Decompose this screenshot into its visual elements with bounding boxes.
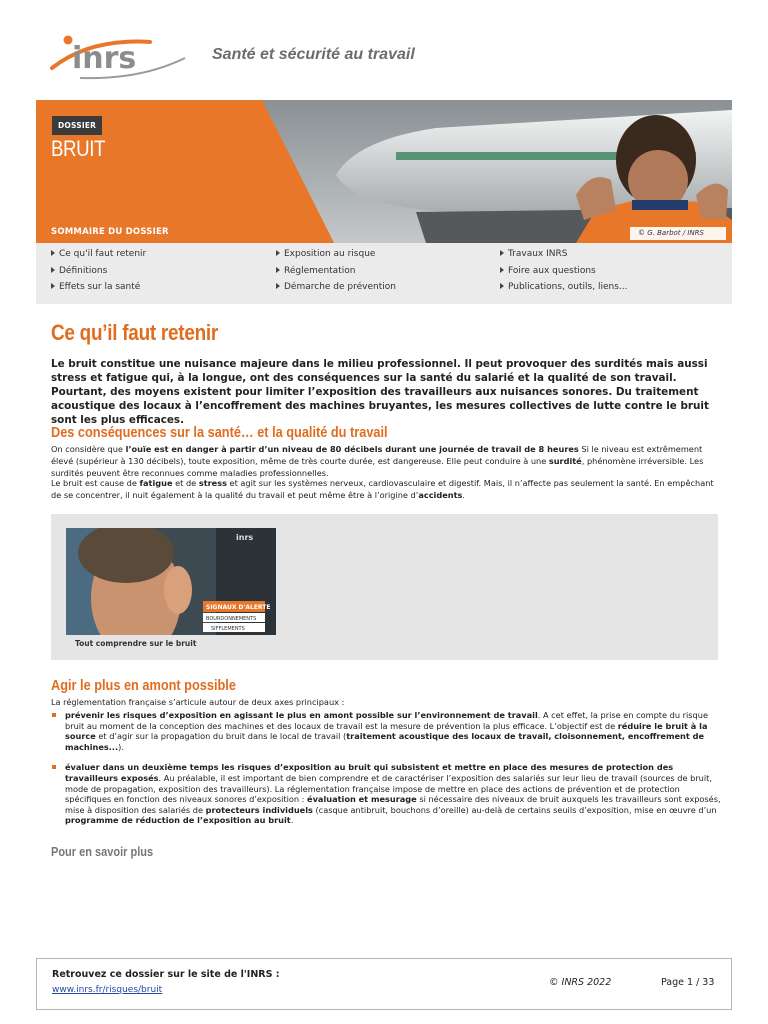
intro-paragraph: Le bruit constitue une nuisance majeure dans le milieu professionnel. Il peut provoquer des surdités mais aussi stress et fatigue qui, à la longue, ont des conséquences sur la santé du salarié et la qualité de son travail. Pourtant, des moyens existent pour limiter l’exposition des travailleurs aux nuisances sonores. Du traitement acoustique des locaux à l’encoffrement des machines bruyantes, les mesures collectives de lutte contre le bruit sont les plus efficaces.	[51, 358, 709, 426]
sommaire-nav	[36, 243, 732, 304]
nav-item-label: Démarche de prévention	[284, 282, 396, 292]
nav-item-label: Travaux INRS	[508, 249, 568, 259]
video-box	[51, 514, 718, 660]
bullet-square-icon	[52, 765, 56, 769]
nav-item-prevention[interactable]	[276, 282, 396, 299]
video-overlay-title: SIGNAUX D'ALERTE	[206, 604, 271, 611]
nav-item-effets-sante[interactable]	[51, 282, 146, 299]
list-item: prévenir les risques d’exposition en agissant le plus en amont possible sur l’environnement de travail. A cet effet, la prise en compte du risque bruit au moment de la conception des machines et des locaux de travail est la mesure de prévention la plus efficace. L’objectif est de réduire le bruit à la source et d’agir sur la propagation du bruit dans le local de travail (traitement acoustique des locaux de travail, cloisonnement, encoffrement de machines...).	[51, 710, 721, 752]
video-thumbnail[interactable]	[66, 528, 276, 635]
agir-lead: La réglementation française s’articule autour de deux axes principaux :	[51, 697, 345, 707]
nav-column-3	[500, 249, 627, 299]
list-item: évaluer dans un deuxième temps les risques d’exposition au bruit qui subsistent et mettre en place des mesures de protection des travailleurs exposés. Au préalable, il est important de bien comprendre et de caractériser l’exposition des salariés sur leur lieu de travail (sources de bruit, mode de propagation, exposition des travailleurs). La réglementation française impose de mettre en place des actions de prévention et de protection spécifiques en fonction des niveaux sonores d’exposition : évaluation et mesurage si nécessaire des niveaux de bruit auxquels les travailleurs sont exposés, mise à disposition des salariés de protecteurs individuels (casque antibruit, bouchons d’oreille) au-delà de certains seuils d’exposition, mise en œuvre d’un programme de réduction de l’exposition au bruit.	[51, 762, 721, 826]
page-footer	[36, 958, 732, 1010]
nav-item-label: Définitions	[59, 265, 108, 276]
video-caption: Tout comprendre sur le bruit	[75, 639, 197, 648]
caret-right-icon	[276, 267, 280, 273]
sante-paragraph-2: Le bruit est cause de fatigue et de stress et agit sur les systèmes nerveux, cardiovasculaire et digestif. Mais, il n’affecte pas seulement la santé. En empêchant de se concentrer, il nuit également à la qualité du travail et peut même être à l’origine d’accidents.	[51, 478, 714, 501]
sante-paragraph-1: On considère que l’ouïe est en danger à partir d’un niveau de 80 décibels durant une journée de travail de 8 heures Si le niveau est extrêmement élevé (supérieur à 130 décibels), toute exposition, même de très courte durée, est dangereuse. Elle peut conduire à une surdité, phénomène irréversible. Les surdités peuvent être reconnues comme maladies professionnelles.	[51, 444, 704, 479]
inrs-logo[interactable]	[50, 28, 190, 83]
nav-item-label: Foire aux questions	[508, 265, 596, 276]
caret-right-icon	[51, 267, 55, 273]
nav-item-publications[interactable]	[500, 282, 627, 299]
nav-item-exposition[interactable]	[276, 249, 396, 266]
nav-column-2	[276, 249, 396, 299]
section-heading-agir: Agir le plus en amont possible	[51, 677, 236, 694]
dossier-banner	[36, 100, 732, 243]
nav-item-label: Ce qu'il faut retenir	[59, 249, 147, 259]
video-still	[66, 528, 276, 635]
video-overlay-line2: SIFFLEMENTS	[211, 626, 245, 632]
section-heading-sante: Des conséquences sur la santé… et la qualité du travail	[51, 424, 388, 441]
nav-item-label: Effets sur la santé	[59, 282, 141, 292]
caret-right-icon	[500, 250, 504, 256]
caret-right-icon	[276, 250, 280, 256]
nav-column-1	[51, 249, 146, 299]
video-logo-text: inrs	[236, 533, 254, 542]
sommaire-label: SOMMAIRE DU DOSSIER	[51, 227, 169, 237]
nav-item-faq[interactable]	[500, 266, 627, 283]
nav-item-label: Publications, outils, liens...	[508, 282, 628, 292]
dossier-title: BRUIT	[51, 136, 105, 161]
page-title: Ce qu’il faut retenir	[51, 320, 218, 345]
nav-item-definitions[interactable]	[51, 266, 146, 283]
nav-item-label: Réglementation	[284, 265, 356, 276]
caret-right-icon	[51, 283, 55, 289]
footer-dossier-link[interactable]: www.inrs.fr/risques/bruit	[52, 985, 163, 995]
nav-item-label: Exposition au risque	[284, 249, 376, 259]
banner-photo	[36, 100, 732, 243]
nav-item-retenir[interactable]	[51, 249, 146, 266]
more-info-link[interactable]: Pour en savoir plus	[51, 845, 154, 859]
video-overlay-line1: BOURDONNEMENTS	[206, 616, 257, 622]
nav-item-travaux[interactable]	[500, 249, 627, 266]
caret-right-icon	[500, 283, 504, 289]
footer-title: Retrouvez ce dossier sur le site de l'INRS :	[52, 969, 280, 980]
dossier-badge: DOSSIER	[52, 116, 102, 135]
caret-right-icon	[500, 267, 504, 273]
bullet-square-icon	[52, 713, 56, 717]
logo-text: inrs	[72, 41, 137, 76]
nav-item-reglementation[interactable]	[276, 266, 396, 283]
site-tagline: Santé et sécurité au travail	[212, 46, 415, 63]
page-number: Page 1 / 33	[661, 977, 715, 988]
agir-bullet-list	[51, 710, 721, 836]
photo-credit: © G. Barbot / INRS	[630, 227, 726, 240]
caret-right-icon	[51, 250, 55, 256]
inrs-logo-graphic	[50, 28, 190, 83]
caret-right-icon	[276, 283, 280, 289]
footer-copyright: © INRS 2022	[549, 977, 612, 988]
